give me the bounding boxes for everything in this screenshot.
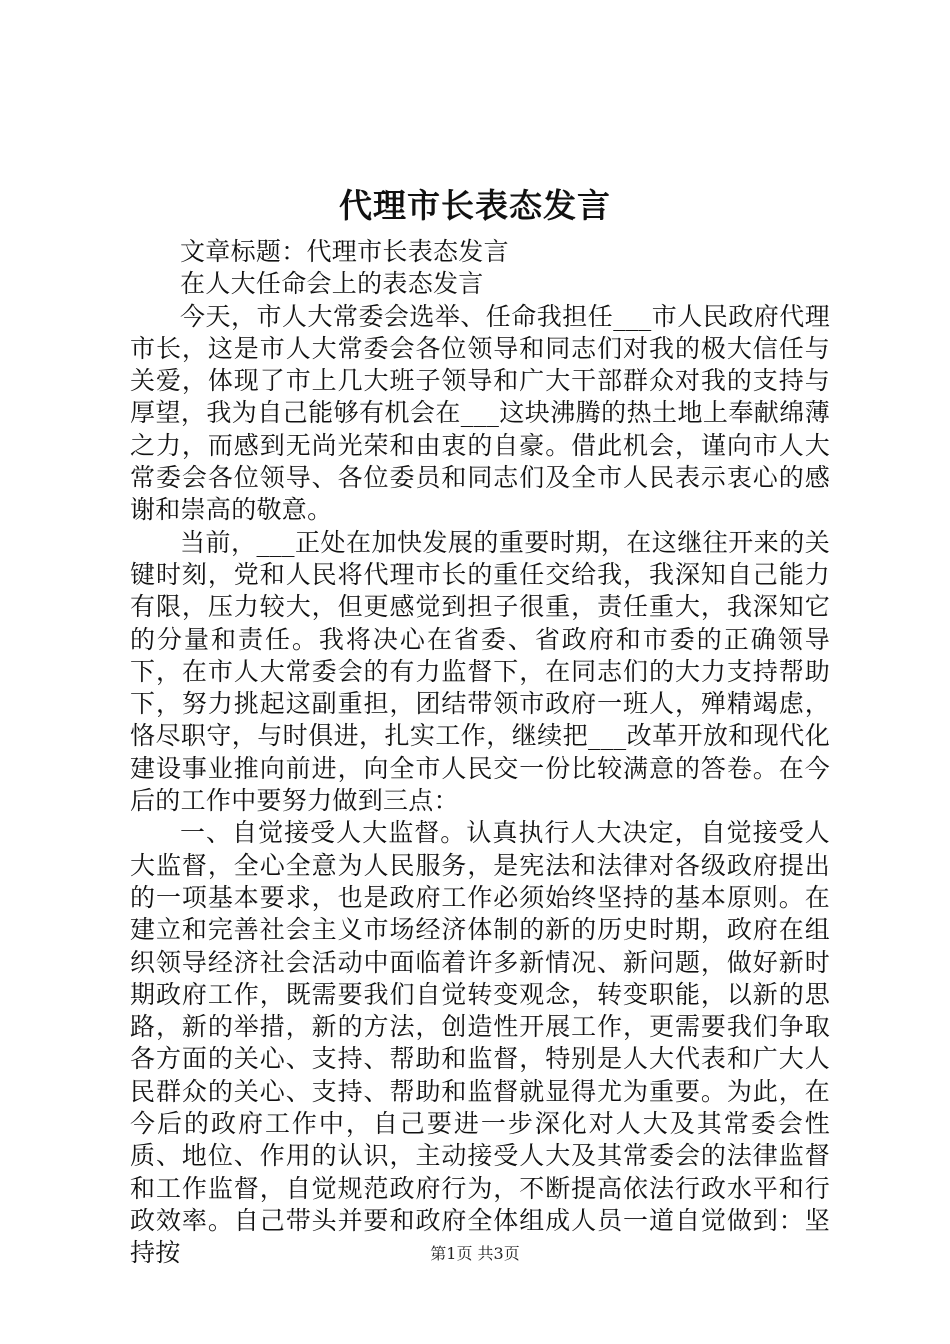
document-body bbox=[130, 236, 830, 1270]
page-number-footer: 第1页 共3页 bbox=[430, 1244, 520, 1263]
paragraph-current-situation: 当前，___正处在加快发展的重要时期，在这继往开来的关键时刻，党和人民将代理市长的重任交给我，我深知自己能力有限，压力较大，但更感觉到担子很重，责任重大，我深知它的分量和责任。我将决心在省委、省政府和市委的正确领导下，在市人大常委会的有力监督下，在同志们的大力支持帮助下，努力挑起这副重担，团结带领市政府一班人，殚精竭虑，恪尽职守，与时俱进，扎实工作，继续把___改革开放和现代化建设事业推向前进，向全市人民交一份比较满意的答卷。在今后的工作中要努力做到三点： bbox=[130, 527, 830, 816]
article-title-line: 文章标题：代理市长表态发言 bbox=[180, 237, 509, 266]
document-title: 代理市长表态发言 bbox=[339, 186, 611, 225]
paragraph-intro: 今天，市人大常委会选举、任命我担任___市人民政府代理市长，这是市人大常委会各位领导和同志们对我的极大信任与关爱，体现了市上几大班子领导和广大干部群众对我的支持与厚望，我为自己能够有机会在___这块沸腾的热土地上奉献绵薄之力，而感到无尚光荣和由衷的自豪。借此机会，谨向市人大常委会各位领导、各位委员和同志们及全市人民表示衷心的感谢和崇高的敬意。 bbox=[130, 301, 830, 525]
speech-subtitle: 在人大任命会上的表态发言 bbox=[180, 269, 484, 299]
paragraph-point-one: 一、自觉接受人大监督。认真执行人大决定，自觉接受人大监督，全心全意为人民服务，是宪法和法律对各级政府提出的一项基本要求，也是政府工作必须始终坚持的基本原则。在建立和完善社会主义市场经济体制的新的历史时期，政府在组织领导经济社会活动中面临着许多新情况、新问题，做好新时期政府工作，既需要我们自觉转变观念，转变职能，以新的思路，新的举措，新的方法，创造性开展工作，更需要我们争取各方面的关心、支持、帮助和监督，特别是人大代表和广大人民群众的关心、支持、帮助和监督就显得尤为重要。为此，在今后的政府工作中，自己要进一步深化对人大及其常委会性质、地位、作用的认识，主动接受人大及其常委会的法律监督和工作监督，自觉规范政府行为，不断提高依法行政水平和行政效率。自己带头并要和政府全体组成人员一道自觉做到：坚持按 bbox=[130, 818, 830, 1268]
